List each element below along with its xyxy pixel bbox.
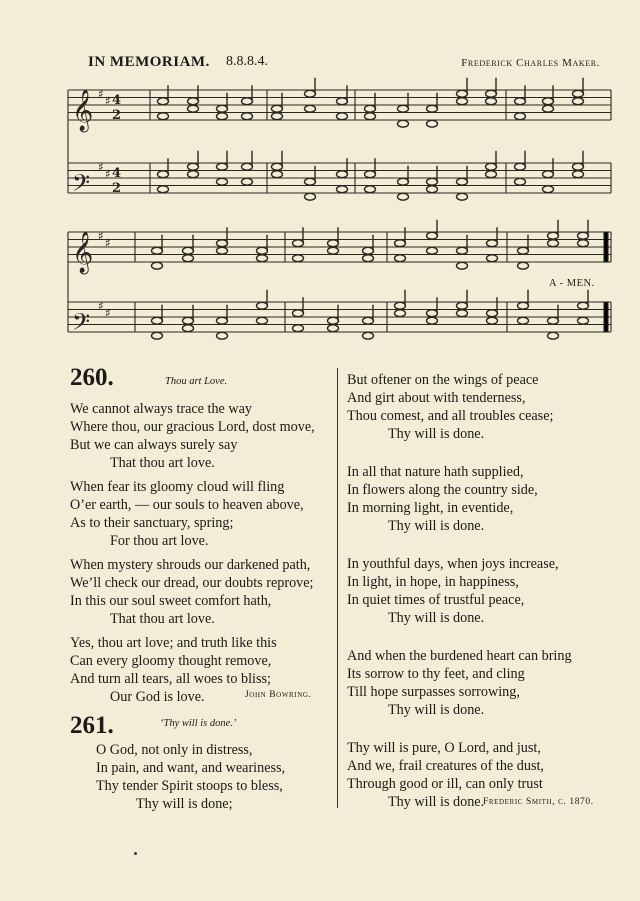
verse-line: In youthful days, when joys increase, xyxy=(347,556,559,572)
verse-line: In flowers along the country side, xyxy=(347,482,538,498)
note-head xyxy=(427,120,438,127)
verse-line: We’ll check our dread, our doubts reprove; xyxy=(70,575,314,591)
note-head xyxy=(363,332,374,339)
author-credit-260: John Bowring. xyxy=(245,690,312,700)
verse-line: In light, in hope, in happiness, xyxy=(347,574,519,590)
note-head xyxy=(487,255,498,262)
note-head xyxy=(152,262,163,269)
note-head xyxy=(257,302,268,309)
note-head xyxy=(328,325,339,332)
note-head xyxy=(272,113,283,120)
note-head xyxy=(183,317,194,324)
note-head xyxy=(543,186,554,193)
note-head xyxy=(293,240,304,247)
amen-label: A - MEN. xyxy=(549,278,595,289)
note-head xyxy=(272,171,283,178)
note-head xyxy=(363,317,374,324)
verse-line: But oftener on the wings of peace xyxy=(347,372,539,388)
sharp-sign-icon: ♯ xyxy=(105,236,111,250)
verse-line: Thy will is done. xyxy=(388,518,485,534)
verse-line: For thou art love. xyxy=(110,533,209,549)
verse-line: Thy will is done. xyxy=(388,426,485,442)
note-head xyxy=(242,113,253,120)
note-head xyxy=(293,255,304,262)
treble-clef-icon: 𝄞 xyxy=(72,232,94,273)
note-head xyxy=(337,186,348,193)
note-head xyxy=(398,193,409,200)
note-head xyxy=(427,310,438,317)
staff-lines xyxy=(68,90,611,332)
note-head xyxy=(515,113,526,120)
verse-line: And turn all tears, all woes to bliss; xyxy=(70,671,271,687)
sharp-sign-icon: ♯ xyxy=(105,167,111,181)
note-head xyxy=(486,163,497,170)
hymn-title-261: ‘Thy will is done.’ xyxy=(160,718,237,729)
verse-line: Can every gloomy thought remove, xyxy=(70,653,272,669)
note-head xyxy=(427,105,438,112)
verse-line: Thy will is done. xyxy=(388,610,485,626)
note-head xyxy=(183,255,194,262)
note-head xyxy=(305,90,316,97)
bar-lines xyxy=(68,90,611,332)
verse-line: And girt about with tenderness, xyxy=(347,390,526,406)
note-head xyxy=(573,90,584,97)
treble-clef-icon: 𝄞 xyxy=(72,90,94,131)
note-head xyxy=(257,247,268,254)
note-head xyxy=(328,317,339,324)
verse-line: Through good or ill, can only trust xyxy=(347,776,543,792)
hymn-number-260: 260. xyxy=(70,364,114,391)
note-head xyxy=(257,255,268,262)
note-head xyxy=(188,105,199,112)
note-head xyxy=(328,240,339,247)
note-head xyxy=(543,171,554,178)
note-head xyxy=(518,317,529,324)
note-head xyxy=(548,240,559,247)
verse-line: When mystery shrouds our darkened path, xyxy=(70,557,311,573)
note-head xyxy=(427,178,438,185)
verse-line: We cannot always trace the way xyxy=(70,401,253,417)
verse-line: That thou art love. xyxy=(110,611,215,627)
note-head xyxy=(578,302,589,309)
verse-line: Thy tender Spirit stoops to bless, xyxy=(96,778,283,794)
verse-line: As to their sanctuary, spring; xyxy=(70,515,234,531)
note-head xyxy=(457,90,468,97)
note-head xyxy=(543,98,554,105)
verse-line: O’er earth, — our souls to heaven above, xyxy=(70,497,304,513)
note-head xyxy=(188,171,199,178)
note-head xyxy=(305,178,316,185)
time-signature: 4 xyxy=(112,166,122,181)
note-head xyxy=(457,193,468,200)
note-head xyxy=(293,310,304,317)
column-divider xyxy=(337,368,338,808)
verse-line: In this our soul sweet comfort hath, xyxy=(70,593,272,609)
verse-line: When fear its gloomy cloud will fling xyxy=(70,479,285,495)
note-head xyxy=(272,105,283,112)
time-signature: 4 xyxy=(112,93,122,108)
final-bar xyxy=(604,232,608,262)
verse-line: That thou art love. xyxy=(110,455,215,471)
note-head xyxy=(518,302,529,309)
verse-line: Thy will is done. xyxy=(388,702,485,718)
note-head xyxy=(158,113,169,120)
music-score xyxy=(0,0,640,350)
verse-line: Yes, thou art love; and truth like this xyxy=(70,635,277,651)
sharp-sign-icon: ♯ xyxy=(98,87,104,101)
verse-line: And when the burdened heart can bring xyxy=(347,648,572,664)
note-head xyxy=(457,310,468,317)
note-head xyxy=(158,171,169,178)
note-head xyxy=(328,247,339,254)
note-head xyxy=(548,317,559,324)
note-head xyxy=(395,240,406,247)
note-head xyxy=(183,247,194,254)
note-head xyxy=(515,178,526,185)
note-head xyxy=(365,171,376,178)
verse-line: In quiet times of trustful peace, xyxy=(347,592,525,608)
tune-meter: 8.8.8.4. xyxy=(226,54,268,69)
sharp-sign-icon: ♯ xyxy=(105,94,111,108)
note-head xyxy=(217,113,228,120)
note-head xyxy=(242,98,253,105)
verse-line: Thy will is done; xyxy=(136,796,233,812)
note-head xyxy=(518,247,529,254)
note-head xyxy=(395,302,406,309)
note-head xyxy=(242,163,253,170)
note-head xyxy=(578,317,589,324)
note-head xyxy=(217,105,228,112)
note-head xyxy=(573,98,584,105)
final-bar xyxy=(604,302,608,332)
verse-line: Where thou, our gracious Lord, dost move, xyxy=(70,419,315,435)
note-head xyxy=(518,262,529,269)
note-head xyxy=(152,317,163,324)
note-head xyxy=(457,178,468,185)
note-head xyxy=(305,193,316,200)
hymn-number-261: 261. xyxy=(70,712,114,739)
clefs-and-signatures xyxy=(72,87,121,341)
verse-line: Thou comest, and all troubles cease; xyxy=(347,408,554,424)
note-head xyxy=(487,310,498,317)
note-head xyxy=(365,113,376,120)
bass-clef-icon: 𝄢 xyxy=(72,169,91,202)
note-head xyxy=(515,163,526,170)
sharp-sign-icon: ♯ xyxy=(105,306,111,320)
note-head xyxy=(548,232,559,239)
verse-line: In morning light, in eventide, xyxy=(347,500,514,516)
note-head xyxy=(457,247,468,254)
note-head xyxy=(217,332,228,339)
note-head xyxy=(363,247,374,254)
verse-line: But we can always surely say xyxy=(70,437,238,453)
sharp-sign-icon: ♯ xyxy=(98,160,104,174)
note-head xyxy=(272,163,283,170)
note-head xyxy=(183,325,194,332)
note-head xyxy=(217,317,228,324)
note-head xyxy=(486,90,497,97)
verse-line: And we, frail creatures of the dust, xyxy=(347,758,544,774)
note-head xyxy=(457,262,468,269)
note-head xyxy=(152,332,163,339)
verse-line: In all that nature hath supplied, xyxy=(347,464,524,480)
time-signature: 2 xyxy=(112,108,122,123)
note-head xyxy=(486,171,497,178)
verse-line: Thy will is done. xyxy=(388,794,485,810)
note-head xyxy=(217,163,228,170)
note-head xyxy=(305,105,316,112)
verse-line: Till hope surpasses sorrowing, xyxy=(347,684,520,700)
note-head xyxy=(398,120,409,127)
bass-clef-icon: 𝄢 xyxy=(72,308,91,341)
note-head xyxy=(188,98,199,105)
note-head xyxy=(573,171,584,178)
page-mark xyxy=(134,852,137,855)
note-head xyxy=(257,317,268,324)
note-head xyxy=(427,317,438,324)
note-head xyxy=(578,232,589,239)
note-head xyxy=(158,98,169,105)
note-head xyxy=(515,98,526,105)
verse-line: In pain, and want, and weariness, xyxy=(96,760,286,776)
note-head xyxy=(365,186,376,193)
note-head xyxy=(427,232,438,239)
note-head xyxy=(487,317,498,324)
note-head xyxy=(337,171,348,178)
note-head xyxy=(487,240,498,247)
note-head xyxy=(578,240,589,247)
note-head xyxy=(217,247,228,254)
verse-line: Our God is love. xyxy=(110,689,205,705)
note-head xyxy=(427,186,438,193)
time-signature: 2 xyxy=(112,181,122,196)
note-head xyxy=(363,255,374,262)
note-head xyxy=(337,98,348,105)
note-head xyxy=(158,186,169,193)
note-head xyxy=(242,178,253,185)
note-head xyxy=(457,98,468,105)
note-head xyxy=(395,255,406,262)
note-heads xyxy=(152,78,589,339)
note-head xyxy=(293,325,304,332)
verse-line: Thy will is pure, O Lord, and just, xyxy=(347,740,541,756)
author-credit-261: Frederic Smith, c. 1870. xyxy=(483,797,594,807)
note-head xyxy=(217,178,228,185)
note-head xyxy=(398,178,409,185)
verse-line: Its sorrow to thy feet, and cling xyxy=(347,666,525,682)
note-head xyxy=(395,310,406,317)
note-head xyxy=(398,105,409,112)
note-head xyxy=(543,105,554,112)
composer-credit: Frederick Charles Maker. xyxy=(461,57,600,69)
tune-name: IN MEMORIAM. xyxy=(88,54,210,70)
note-head xyxy=(188,163,199,170)
note-head xyxy=(152,247,163,254)
note-head xyxy=(573,163,584,170)
note-head xyxy=(548,332,559,339)
note-head xyxy=(457,302,468,309)
verse-line: O God, not only in distress, xyxy=(96,742,253,758)
hymn-title-260: Thou art Love. xyxy=(165,376,228,387)
note-head xyxy=(427,247,438,254)
sharp-sign-icon: ♯ xyxy=(98,229,104,243)
note-head xyxy=(217,240,228,247)
sharp-sign-icon: ♯ xyxy=(98,299,104,313)
note-head xyxy=(486,98,497,105)
note-head xyxy=(365,105,376,112)
note-head xyxy=(337,113,348,120)
